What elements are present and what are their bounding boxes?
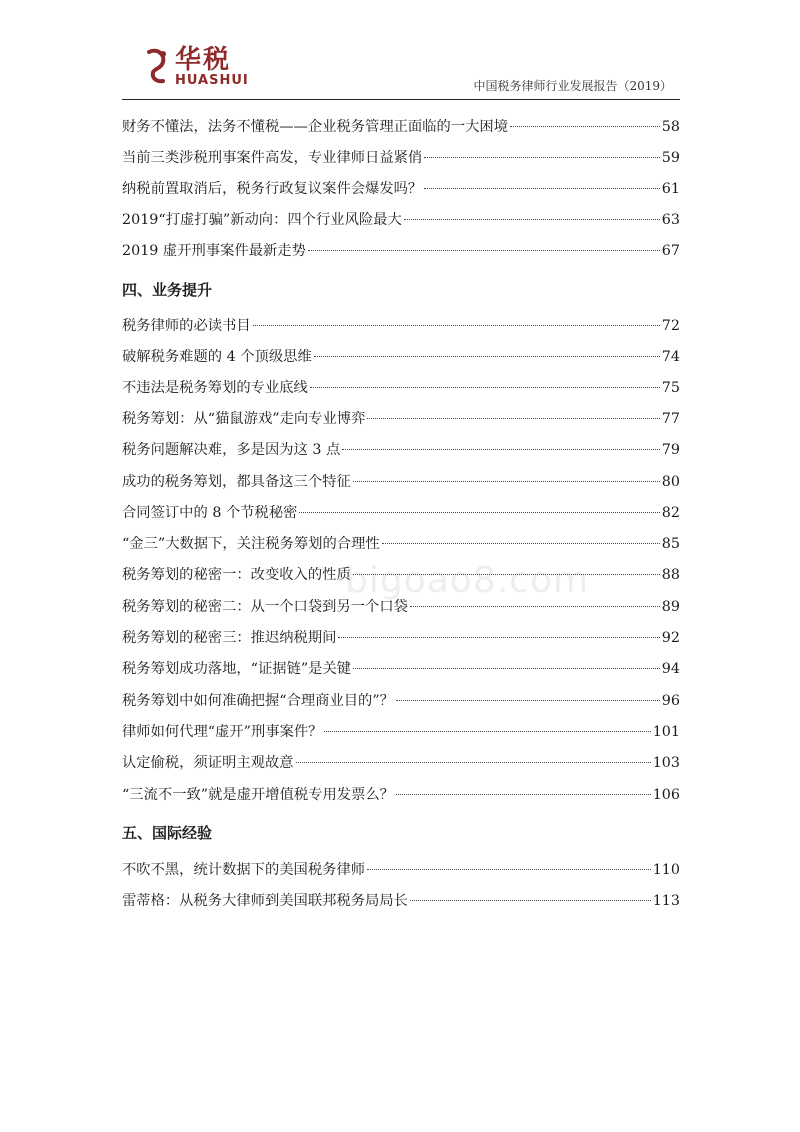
toc-entry-page: 101 bbox=[652, 724, 680, 740]
toc-entry-page: 58 bbox=[661, 119, 680, 135]
toc-entry-title: 税务筹划：从“猫鼠游戏”走向专业博弈 bbox=[122, 411, 366, 427]
toc-entry-page: 59 bbox=[661, 150, 680, 166]
dot-leader bbox=[382, 542, 660, 544]
toc-entry[interactable] bbox=[122, 343, 680, 371]
toc-entry[interactable] bbox=[122, 312, 680, 340]
toc-entry[interactable] bbox=[122, 530, 680, 558]
dot-leader bbox=[396, 793, 651, 795]
toc-entry-page: 103 bbox=[652, 755, 680, 771]
section-heading: 五、国际经验 bbox=[122, 824, 213, 842]
dot-leader bbox=[296, 761, 651, 763]
toc-entry[interactable] bbox=[122, 499, 680, 527]
toc-entry-title: 纳税前置取消后，税务行政复议案件会爆发吗？ bbox=[122, 181, 423, 197]
toc-entry-page: 110 bbox=[652, 862, 680, 878]
toc-entry-page: 79 bbox=[661, 442, 680, 458]
dot-leader bbox=[342, 448, 659, 450]
toc-entry-page: 74 bbox=[661, 349, 680, 365]
toc-entry-title: 税务问题解决难，多是因为这 3 点 bbox=[122, 442, 341, 458]
toc-entry-title: 破解税务难题的 4 个顶级思维 bbox=[122, 349, 312, 365]
toc-entry[interactable] bbox=[122, 405, 680, 433]
toc-entry-page: 106 bbox=[652, 787, 680, 803]
huashui-logo bbox=[143, 44, 249, 94]
header-divider bbox=[122, 99, 680, 100]
toc-entry-page: 72 bbox=[661, 318, 680, 334]
toc-entry[interactable] bbox=[122, 237, 680, 265]
toc-entry[interactable] bbox=[122, 718, 680, 746]
section-heading: 四、业务提升 bbox=[122, 281, 213, 299]
toc-entry[interactable] bbox=[122, 687, 680, 715]
toc-entry-page: 113 bbox=[652, 893, 680, 909]
toc-entry-title: 2019 虚开刑事案件最新走势 bbox=[122, 243, 306, 259]
dot-leader bbox=[299, 511, 659, 513]
toc-entry-title: “金三”大数据下，关注税务筹划的合理性 bbox=[122, 536, 380, 552]
toc-entry-page: 89 bbox=[661, 599, 680, 615]
dot-leader bbox=[353, 480, 660, 482]
toc-entry-title: 不吹不黑，统计数据下的美国税务律师 bbox=[122, 862, 366, 878]
toc-entry-title: 不违法是税务筹划的专业底线 bbox=[122, 380, 308, 396]
toc-entry-page: 96 bbox=[661, 693, 680, 709]
toc-entry-page: 67 bbox=[661, 243, 680, 259]
toc-entry-page: 63 bbox=[661, 212, 680, 228]
toc-entry-page: 92 bbox=[661, 630, 680, 646]
toc-entry[interactable] bbox=[122, 468, 680, 496]
toc-entry[interactable] bbox=[122, 436, 680, 464]
toc-entry-title: 认定偷税，须证明主观故意 bbox=[122, 755, 294, 771]
toc-entry-title: 成功的税务筹划，都具备这三个特征 bbox=[122, 474, 351, 490]
dot-leader bbox=[410, 899, 651, 901]
toc-entry-title: 当前三类涉税刑事案件高发，专业律师日益紧俏 bbox=[122, 150, 423, 166]
toc-entry[interactable] bbox=[122, 781, 680, 809]
toc-entry-title: 税务筹划的秘密一：改变收入的性质 bbox=[122, 567, 351, 583]
dot-leader bbox=[510, 125, 660, 127]
toc-entry[interactable] bbox=[122, 113, 680, 141]
logo-text-cn: 华税 bbox=[175, 45, 232, 75]
toc-entry[interactable] bbox=[122, 749, 680, 777]
toc-entry-title: 税务筹划成功落地，“证据链”是关键 bbox=[122, 661, 352, 677]
toc-entry-title: 税务律师的必读书目 bbox=[122, 318, 251, 334]
toc-entry-page: 61 bbox=[661, 181, 680, 197]
dot-leader bbox=[253, 324, 660, 326]
dot-leader bbox=[424, 156, 660, 158]
toc-entry-title: “三流不一致”就是虚开增值税专用发票么？ bbox=[122, 787, 394, 803]
toc-entry[interactable] bbox=[122, 144, 680, 172]
dot-leader bbox=[308, 249, 660, 251]
toc-entry-page: 88 bbox=[661, 567, 680, 583]
toc-entry-title: 合同签订中的 8 个节税秘密 bbox=[122, 505, 298, 521]
toc-entry[interactable] bbox=[122, 655, 680, 683]
toc-entry-title: 雷蒂格：从税务大律师到美国联邦税务局局长 bbox=[122, 893, 408, 909]
dot-leader bbox=[324, 730, 650, 732]
watermark: bigoao8.com bbox=[345, 560, 590, 601]
dot-leader bbox=[424, 187, 660, 189]
toc-entry[interactable] bbox=[122, 887, 680, 915]
dot-leader bbox=[353, 667, 660, 669]
toc-entry-page: 85 bbox=[661, 536, 680, 552]
toc-entry-title: 税务筹划的秘密二：从一个口袋到另一个口袋 bbox=[122, 599, 408, 615]
toc-entry-title: 律师如何代理“虚开”刑事案件？ bbox=[122, 724, 323, 740]
logo-text-en: HUASHUI bbox=[175, 73, 249, 88]
toc-entry[interactable] bbox=[122, 624, 680, 652]
page-header bbox=[0, 0, 800, 102]
toc-entry-page: 94 bbox=[661, 661, 680, 677]
dot-leader bbox=[338, 636, 659, 638]
dot-leader bbox=[410, 605, 660, 607]
report-title: 中国税务律师行业发展报告（2019） bbox=[473, 79, 672, 93]
toc-entry-page: 80 bbox=[661, 474, 680, 490]
toc-entry-title: 税务筹划的秘密三：推迟纳税期间 bbox=[122, 630, 337, 646]
toc-entry[interactable] bbox=[122, 856, 680, 884]
dot-leader bbox=[367, 868, 651, 870]
toc-entry[interactable] bbox=[122, 206, 680, 234]
toc-entry-page: 77 bbox=[661, 411, 680, 427]
toc-entry-title: 税务筹划中如何准确把握“合理商业目的”？ bbox=[122, 693, 394, 709]
dot-leader bbox=[396, 699, 660, 701]
toc-entry-page: 75 bbox=[661, 380, 680, 396]
dot-leader bbox=[404, 218, 660, 220]
dot-leader bbox=[367, 417, 659, 419]
toc-entry[interactable] bbox=[122, 175, 680, 203]
seal-icon bbox=[143, 48, 171, 84]
toc-entry-title: 财务不懂法，法务不懂税——企业税务管理正面临的一大困境 bbox=[122, 119, 509, 135]
dot-leader bbox=[314, 355, 660, 357]
toc-entry-page: 82 bbox=[661, 505, 680, 521]
toc-entry[interactable] bbox=[122, 374, 680, 402]
toc-entry-title: 2019“打虚打骗”新动向：四个行业风险最大 bbox=[122, 212, 402, 228]
dot-leader bbox=[310, 386, 660, 388]
